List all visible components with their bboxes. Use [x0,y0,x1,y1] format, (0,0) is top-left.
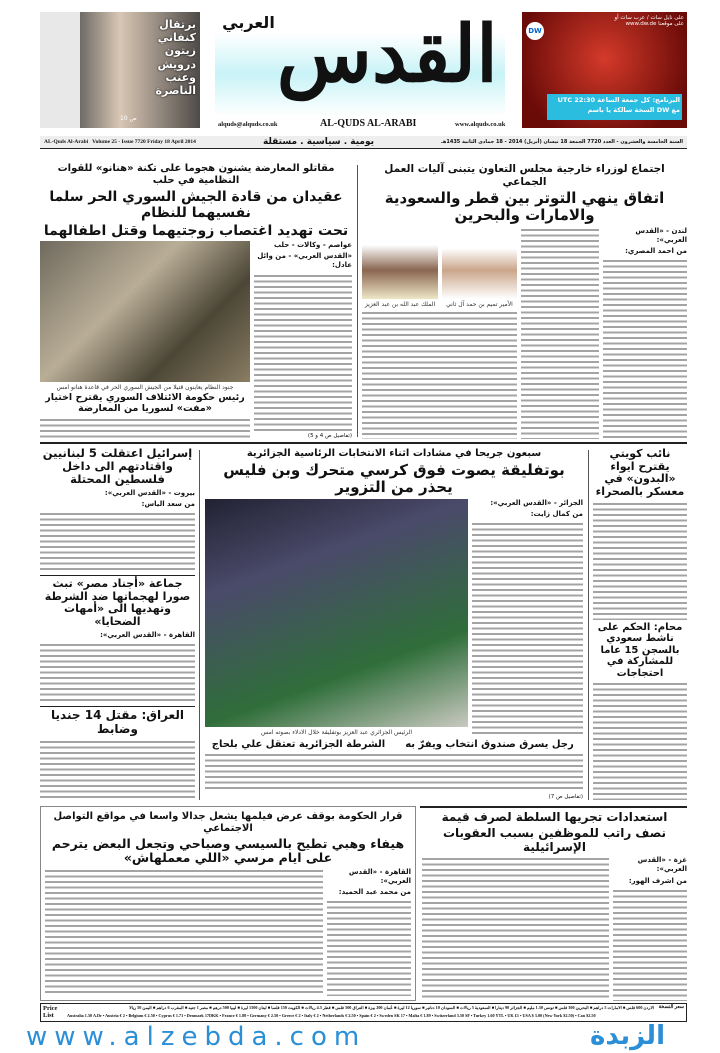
gulf-story [362,163,687,439]
section-rule [40,442,687,444]
price-list-label-ar: سعر النسخة [658,1005,684,1010]
dateline-ar: السنة الخامسة والعشرون - العدد 7720 الجمعة 18 نيسان (أبريل) 2014 - 18 جمادى الثانية 1435هـ [441,139,683,145]
gulf-photo-emir [442,227,517,299]
left-promo[interactable] [40,12,200,128]
egypt-film-byline: من محمد عبد الحميد: [338,887,411,896]
algeria-sub-body [205,752,583,792]
rule [40,575,195,576]
gulf-photos [362,227,517,299]
price-list [40,1003,687,1022]
dw-ad-banner [547,94,682,120]
gaza-body-row [422,856,687,1001]
egypt-dateline: القاهرة - «القدس العربي»: [100,630,195,639]
dw-ad[interactable] [522,12,687,128]
price-list-ar: الاردن 600 فلس ■ الامارات 5 دراهم ■ البحرين 300 فلس ■ تونس 1.50 مليم ■ الجزائر 90 دينارا ■ السعودية 5 ريالات ■ السودان 10 دنانير ■ سوريا 12 ليرة ■ عُمان 200 بيزة ■ العراق 500 فلس ■ قطر 4.5 ريالات ■ الكويت 150 فلسا ■ لبنان 1500 ليرة ■ ليبيا 500 درهم ■ مصر 1 جنيه ■ المغرب 6 دراهم ■ اليمن 50 ريالا [129,1005,654,1010]
gulf-photo-king [362,227,438,299]
egypt-film-kicker: قرار الحكومة بوقف عرض فيلمها يشعل جدالا واسعا في مواقع التواصل الاجتماعي [53,811,403,834]
watermark-logo: الزبدة [590,1021,665,1051]
gulf-body-mid [521,227,599,439]
gulf-caption-emir: الأمير تميم بن حمد آل ثاني [446,300,513,308]
left-promo-text: برتقال كنفاني زيتون درويش وعنب الناصرة [155,18,196,97]
masthead-website[interactable]: www.alquds.co.uk [455,121,506,128]
section-rule [420,806,687,808]
gulf-body-right [603,258,687,439]
egypt-film-body-row [45,868,411,996]
syria-continued: (تفاصيل ص 4 و 5) [307,433,352,439]
gaza-byline: من اشرف الهور: [628,876,687,885]
masthead-title-en: AL-QUDS AL-ARABI [320,118,417,129]
masthead-subtitle: العربي [222,13,275,32]
dw-ad-line1: البرنامج: كل جمعة الساعة UTC 22:30 [557,96,680,104]
gulf-body-left [362,310,517,439]
algeria-photo-column [205,499,468,737]
kuwait-sub-headline[interactable]: محام: الحكم على ناشط سعودي بالسجن 15 عاما للمشاركة في احتجاجات [597,621,683,679]
algeria-sub-1[interactable]: رجل يسرق صندوق انتخاب ويفرّ به [405,738,574,750]
kuwait-sub-body [593,681,687,800]
gulf-photo-column [362,227,517,439]
egypt-body [40,642,195,704]
algeria-sub-row [205,739,583,751]
watermark-url[interactable]: www.alzebda.com [26,1022,367,1052]
egypt-film-body [45,868,323,996]
gulf-headline[interactable]: اتفاق ينهي التوتر بين قطر والسعودية والامارات والبحرين [384,189,665,225]
masthead-logo [215,9,505,116]
algeria-byline: من كمال زايت: [530,509,583,518]
kuwait-headline[interactable]: نائب كويتي يقترح ايواء «البدون» في معسكر بالصحراء [595,447,685,498]
syria-kicker: مقاتلو المعارضة يشنون هجوما على تكنة «هنانو» للقوات النظامية في حلب [57,163,335,186]
gaza-dateline: غزة - «القدس العربي»: [637,856,687,874]
kuwait-story [593,448,687,800]
algeria-continued: (تفاصيل ص 7) [548,794,583,800]
rule [40,706,195,707]
israel-byline: من سعد الياس: [141,499,195,508]
column-divider [357,165,358,437]
left-column [40,447,195,801]
tagline: يومية . سياسية . مستقلة [263,136,375,147]
syria-photo-column [40,241,250,439]
algeria-story [205,448,583,800]
israel-body [40,511,195,573]
iraq-body [40,739,195,801]
gulf-text-column [603,227,687,439]
syria-sub-body [40,417,250,439]
algeria-sub-2[interactable]: الشرطة الجزائرية تعتقل علي بلحاج [211,738,386,750]
egypt-film-headline[interactable]: هيفاء وهبي تطيح بالسيسي وصباحي وتجعل البعض يترحم على ايام مرسي «اللي معملهاش» [51,836,405,866]
gulf-caption-king: الملك عبد الله بن عبد العزيز [364,300,436,308]
egypt-film-dateline: القاهرة - «القدس العربي»: [348,867,411,885]
dw-logo: DW [526,22,544,40]
gaza-headline-1[interactable]: استعدادات تجريها السلطة لصرف قيمة [441,810,668,824]
syria-sub-headline[interactable]: رئيس حكومة الائتلاف السوري يقترح اختيار «مفت» لسوريا من المعارضة [45,392,245,415]
iraq-headline[interactable]: العراق: مقتل 14 جنديا وضابط [51,708,184,736]
price-list-label: Price List [43,1005,58,1020]
algeria-photo [205,499,468,728]
dw-ad-line2: مع DW السخة سالكة يا باسم [587,105,680,114]
gulf-kicker: اجتماع لوزراء خارجية مجلس التعاون يتبنى آليات العمل الجماعي [384,163,665,188]
dw-ad-top: على نايل سات / عرب سات أو على موقعنا www.dw.de [614,15,684,27]
syria-photo [40,241,250,381]
gaza-story [422,811,687,1001]
israel-dateline: بيروت - «القدس العربي»: [104,488,195,497]
egypt-film-text-column [327,868,411,996]
syria-text-column [254,241,352,439]
kuwait-body [593,501,687,620]
gaza-headline-2[interactable]: نصف راتب للموظفين بسبب العقوبات الإسرائيلية [442,825,667,854]
israel-headline[interactable]: إسرائيل اعتقلت 5 لبنانيين واقتادتهم الى داخل فلسطين المحتلة [42,446,193,487]
price-list-en: Australia 1.50 A.Dr • Austria € 2 • Belgium € 2.50 • Cyprus € 1.71 • Denmark 17DKK • France € 1.80 • Germany € 2.50 • Greece € 2 • Italy € 2 • Netherlands € 2.50 • Spain € 2 • Sweden SK 17 • Malta € 1.89 • Switzerland 3.50 SF • Turkey 1.60 YTL • UK £1 • USA $ 3.00 (New York $2.50) • Can $2.50 [67,1013,596,1018]
dateline-bar [40,136,687,149]
egypt-film-box [40,806,416,1001]
syria-body-row [40,241,352,439]
algeria-photo-caption: الرئيس الجزائري عبد العزيز بوتفليقة خلال الادلاء بصوته امس [260,729,412,736]
syria-dateline: عواصم - وكالات - حلب [274,241,352,250]
gaza-body [422,856,609,1001]
algeria-text-column [472,499,583,737]
gulf-body-row [362,227,687,439]
algeria-body-row [205,499,583,737]
syria-body [254,273,352,431]
algeria-body [472,521,583,737]
syria-story [40,163,352,439]
column-divider [199,450,200,800]
masthead-email[interactable]: alquds@alquds.co.uk [218,121,278,128]
column-divider [588,450,589,800]
algeria-headline[interactable]: بوتفليقة يصوت فوق كرسي متحرك وبن فليس يحذر من التزوير [223,461,565,497]
gulf-byline: من احمد المصري: [625,246,687,255]
syria-photo-caption: جنود النظام يعاينون قتيلا من الجيش السوري الحر في قاعدة هنانو امس [56,383,234,391]
gulf-captions [362,301,517,309]
gaza-body-2 [613,888,687,1001]
syria-headline-1[interactable]: عقيدان من قادة الجيش السوري الحر سلما نفسيهما للنظام [49,189,343,222]
gaza-text-column [613,856,687,1001]
syria-headline-2[interactable]: تحت تهديد اغتصاب زوجتيهما وقتل اطفالهما [43,223,349,240]
egypt-film-body-2 [327,899,411,996]
left-promo-page: ص 10 [120,115,137,122]
gulf-dateline: لندن - «القدس العربي»: [635,226,687,244]
algeria-dateline: الجزائر - «القدس العربي»: [490,498,583,507]
dateline-en: AL-Quds Al-Arabi Volume 25 - Issue 7720 Friday 18 April 2014 [44,139,196,145]
syria-byline: «القدس العربي» - من وائل عادل: [257,252,352,270]
masthead-title: القدس [276,9,498,100]
algeria-kicker: سبعون جريحا في مشادات اثناء الانتخابات الرئاسية الجزائرية [246,448,542,459]
egypt-headline[interactable]: جماعة «أجناد مصر» تبث صورا لهجماتها ضد الشرطة وتهديها الى «أمهات الضحايا» [44,577,191,629]
